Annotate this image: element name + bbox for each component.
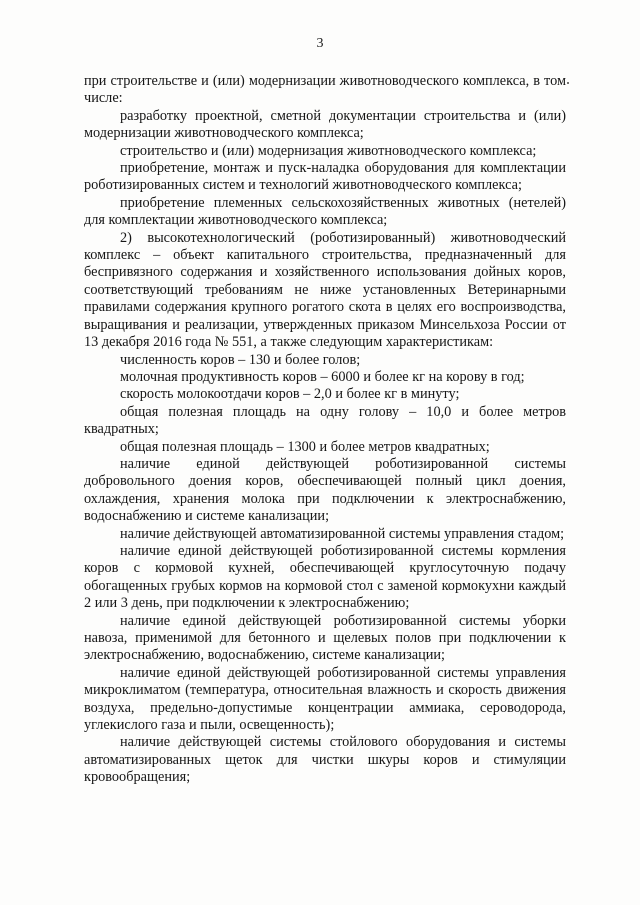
paragraph: 2) высокотехнологический (роботизированный) животноводческий комплекс – объект капитального строительства, предназначенный для беспривязного содержания и хозяйственного использования дойных коров, соответствующий требованиям не ниже установленных Ветеринарными правилами содержания крупного рогатого скота в целях его воспроизводства, выращивания и реализации, утвержденных приказом Минсельхоза России от 13 декабря 2016 года № 551, а также следующим характеристикам:	[84, 229, 566, 351]
paragraph: наличие действующей системы стойлового оборудования и системы автоматизированных щеток для чистки шкуры коров и стимуляции кровообращения;	[84, 734, 566, 786]
paragraph: молочная продуктивность коров – 6000 и более кг на корову в год;	[120, 368, 525, 385]
paragraph: приобретение, монтаж и пуск-наладка оборудования для комплектации роботизированных систем и технологий животноводческого комплекса;	[84, 160, 566, 194]
paragraph: наличие единой действующей роботизированной системы добровольного доения коров, обеспечивающей полный цикл доения, охлаждения, хранения молока при подключении к электроснабжению, водоснабжению и системе канализации;	[84, 455, 566, 525]
paragraph: численность коров – 130 и более голов;	[120, 351, 361, 368]
paragraph: при строительстве и (или) модернизации животноводческого комплекса, в том числе:	[84, 73, 566, 107]
paragraph: скорость молокоотдачи коров – 2,0 и более кг в минуту;	[120, 386, 460, 403]
paragraph: наличие единой действующей роботизированной системы управления микроклиматом (температура, относительная влажность и скорость движения воздуха, предельно-допустимые концентрации аммиака, сероводорода, углекислого газа и пыли, освещенность);	[84, 664, 566, 734]
scan-mark	[567, 82, 569, 84]
paragraph: общая полезная площадь на одну голову – 10,0 и более метров квадратных;	[84, 403, 566, 438]
paragraph: наличие единой действующей роботизированной системы кормления коров с кормовой кухней, обеспечивающей круглосуточную подачу обогащенных грубых кормов на кормовой стол с заменой кормокухни каждый 2 или 3 день, при подключении к электроснабжению;	[84, 542, 566, 612]
page-number: 3	[316, 36, 324, 51]
paragraph: общая полезная площадь – 1300 и более метров квадратных;	[120, 438, 490, 455]
paragraph: наличие действующей автоматизированной системы управления стадом;	[120, 525, 565, 542]
paragraph: разработку проектной, сметной документации строительства и (или) модернизации животноводческого комплекса;	[84, 107, 566, 142]
paragraph: наличие единой действующей роботизированной системы уборки навоза, применимой для бетонного и щелевых полов при подключении к электроснабжению, водоснабжению, системе канализации;	[84, 612, 566, 664]
document-body	[84, 73, 566, 787]
paragraph: приобретение племенных сельскохозяйственных животных (нетелей) для комплектации животноводческого комплекса;	[84, 194, 566, 229]
paragraph: строительство и (или) модернизация животноводческого комплекса;	[120, 142, 537, 159]
